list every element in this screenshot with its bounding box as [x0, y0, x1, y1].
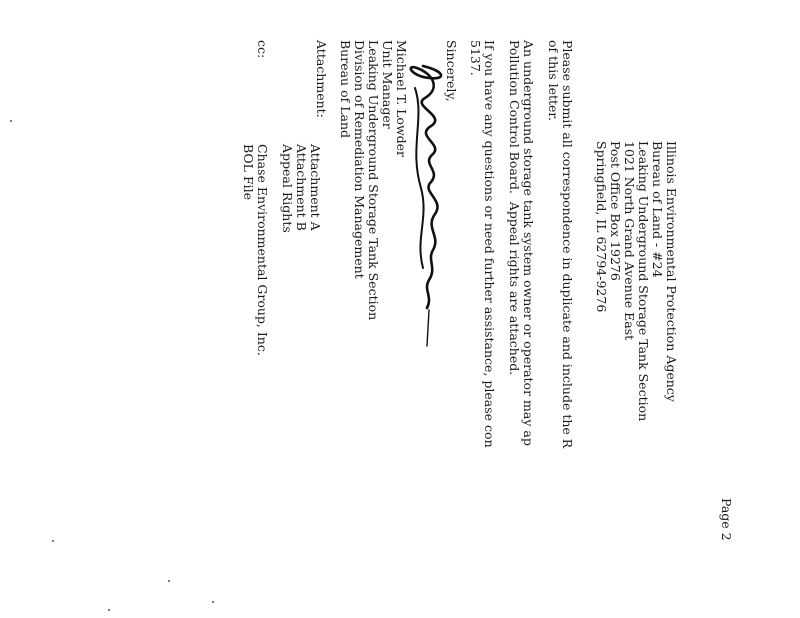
paragraph-line: If you have any questions or need further assistance, please con: [482, 40, 497, 448]
scan-speck: [212, 601, 214, 603]
scan-speck: [168, 580, 170, 582]
signer-title: Unit Manager: [380, 40, 395, 129]
cc-item: Chase Environmental Group, Inc.: [255, 144, 270, 356]
scan-speck: [108, 609, 110, 611]
signer-section: Leaking Underground Storage Tank Section: [366, 40, 381, 321]
signer-name: Michael T. Lowder: [394, 40, 409, 158]
address-line: Springfield, IL 62794-9276: [594, 141, 609, 313]
address-line: 1021 North Grand Avenue East: [622, 141, 637, 341]
attachment-item: Attachment B: [294, 144, 309, 231]
address-line: Illinois Environmental Protection Agency: [664, 141, 679, 402]
paragraph-line: Pollution Control Board. Appeal rights are attached.: [507, 40, 522, 376]
attachment-item: Attachment A: [308, 144, 323, 231]
signer-bureau: Bureau of Land: [338, 40, 353, 139]
salutation: Sincerely,: [444, 40, 459, 102]
scan-speck: [10, 120, 12, 122]
paragraph-line: of this letter.: [546, 40, 561, 121]
attachment-item: Appeal Rights: [280, 144, 295, 233]
address-line: Bureau of Land - #24: [650, 141, 665, 278]
address-line: Leaking Underground Storage Tank Section: [636, 141, 651, 422]
cc-item: BOL File: [241, 144, 256, 201]
paragraph-line: An underground storage tank system owner or operator may ap: [521, 40, 536, 446]
paragraph-line: Please submit all correspondence in duplicate and include the R: [560, 40, 575, 449]
scan-speck: [52, 540, 54, 542]
page-number: Page 2: [719, 498, 734, 541]
signer-division: Division of Remediation Management: [352, 40, 367, 279]
cc-label: cc:: [255, 40, 270, 59]
address-line: Post Office Box 19276: [608, 141, 623, 281]
paragraph-line: 5137.: [468, 40, 483, 76]
attachments-label: Attachment:: [314, 40, 329, 118]
